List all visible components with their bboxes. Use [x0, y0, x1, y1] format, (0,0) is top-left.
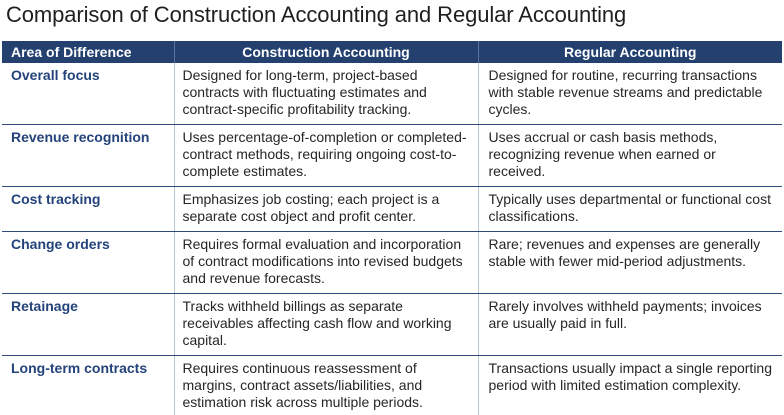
row-area-cell: Change orders	[2, 232, 174, 294]
column-header-area: Area of Difference	[2, 41, 174, 63]
table-row	[2, 294, 782, 356]
row-regular-cell: Rare; revenues and expenses are generally stable with fewer mid-period adjustments.	[478, 232, 782, 294]
table-row	[2, 125, 782, 187]
row-area-cell: Retainage	[2, 294, 174, 356]
row-regular-cell: Rarely involves withheld payments; invoices are usually paid in full.	[478, 294, 782, 356]
row-area-cell: Revenue recognition	[2, 125, 174, 187]
table-header-row	[2, 41, 782, 63]
row-construction-cell: Tracks withheld billings as separate receivables affecting cash flow and working capital.	[174, 294, 478, 356]
page-title: Comparison of Construction Accounting and Regular Accounting	[6, 2, 627, 27]
column-header-regular: Regular Accounting	[478, 41, 782, 63]
comparison-table	[2, 41, 782, 415]
row-regular-cell: Uses accrual or cash basis methods, recognizing revenue when earned or received.	[478, 125, 782, 187]
table-row	[2, 232, 782, 294]
table-row	[2, 187, 782, 232]
table-row	[2, 356, 782, 415]
row-construction-cell: Requires continuous reassessment of margins, contract assets/liabilities, and estimation risk across multiple periods.	[174, 356, 478, 415]
row-construction-cell: Requires formal evaluation and incorporation of contract modifications into revised budgets and revenue forecasts.	[174, 232, 478, 294]
row-construction-cell: Uses percentage-of-completion or completed-contract methods, requiring ongoing cost-to-complete estimates.	[174, 125, 478, 187]
column-header-construction: Construction Accounting	[174, 41, 478, 63]
row-regular-cell: Designed for routine, recurring transactions with stable revenue streams and predictable cycles.	[478, 63, 782, 125]
row-regular-cell: Typically uses departmental or functional cost classifications.	[478, 187, 782, 232]
row-regular-cell: Transactions usually impact a single reporting period with limited estimation complexity.	[478, 356, 782, 415]
row-area-cell: Overall focus	[2, 63, 174, 125]
row-construction-cell: Designed for long-term, project-based contracts with fluctuating estimates and contract-specific profitability tracking.	[174, 63, 478, 125]
row-area-cell: Long-term contracts	[11, 360, 148, 376]
row-area-cell: Cost tracking	[2, 187, 174, 232]
row-construction-cell: Emphasizes job costing; each project is a separate cost object and profit center.	[174, 187, 478, 232]
table-row	[2, 63, 782, 125]
